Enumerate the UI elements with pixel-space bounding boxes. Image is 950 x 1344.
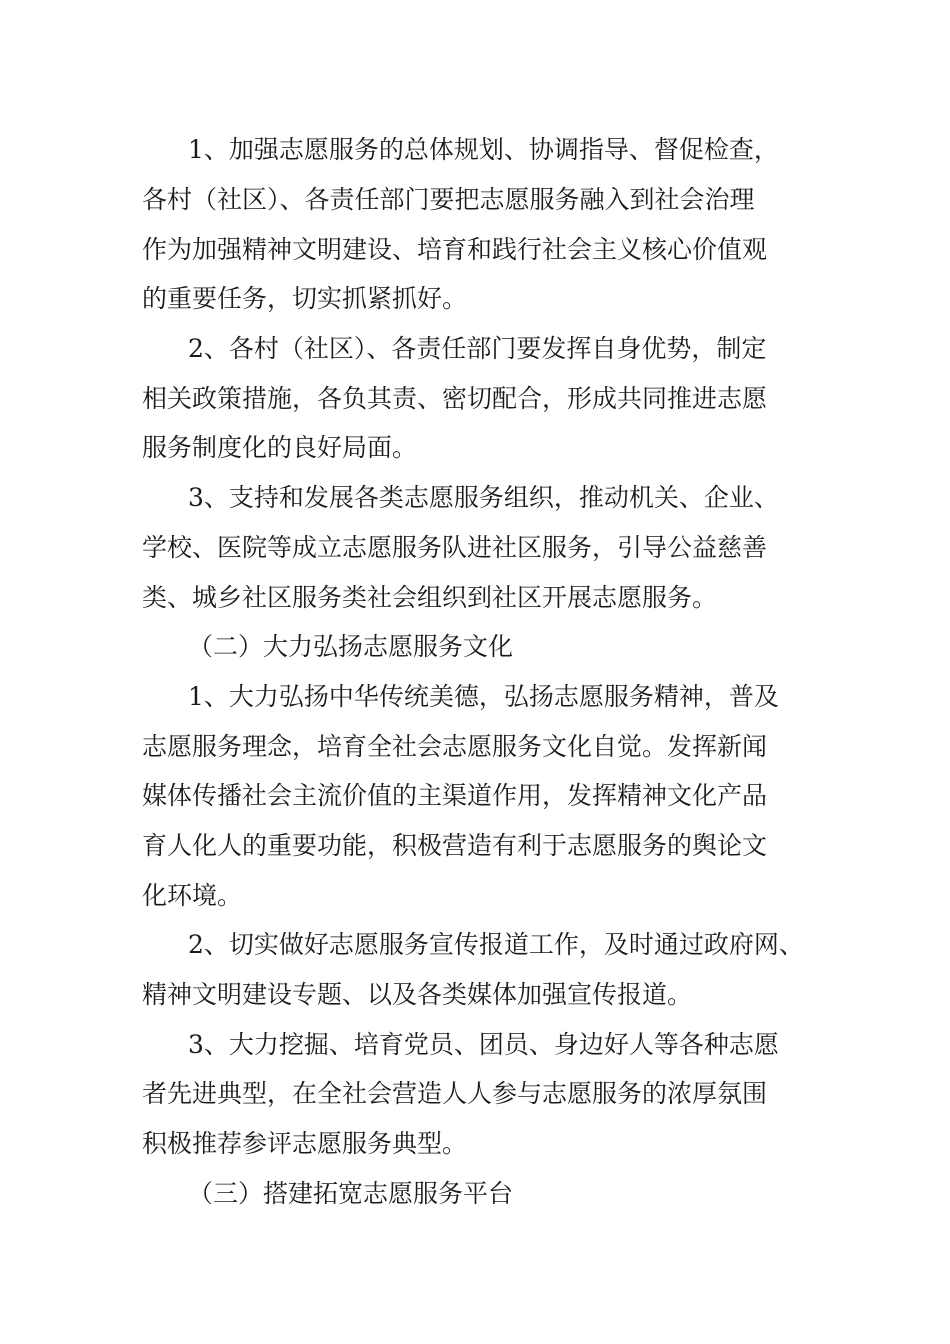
paragraph-line: 3、大力挖掘、培育党员、团员、身边好人等各种志愿	[188, 1030, 779, 1059]
paragraph-line: 2、切实做好志愿服务宣传报道工作，及时通过政府网、	[188, 930, 804, 959]
section-heading: （三）搭建拓宽志愿服务平台	[188, 1179, 514, 1208]
paragraph-line: 各村（社区）、各责任部门要把志愿服务融入到社会治理	[142, 185, 755, 214]
paragraph-line: 积极推荐参评志愿服务典型。	[142, 1129, 468, 1158]
paragraph-line: 者先进典型，在全社会营造人人参与志愿服务的浓厚氛围	[142, 1079, 768, 1108]
paragraph-line: 的重要任务，切实抓紧抓好。	[142, 284, 468, 313]
paragraph-line: 类、城乡社区服务类社会组织到社区开展志愿服务。	[142, 583, 718, 612]
paragraph-line: 精神文明建设专题、以及各类媒体加强宣传报道。	[142, 980, 693, 1009]
section-heading: （二）大力弘扬志愿服务文化	[188, 632, 514, 661]
paragraph-line: 育人化人的重要功能，积极营造有利于志愿服务的舆论文	[142, 831, 768, 860]
paragraph-line: 学校、医院等成立志愿服务队进社区服务，引导公益慈善	[142, 533, 768, 562]
paragraph-line: 化环境。	[142, 881, 243, 910]
paragraph-line: 服务制度化的良好局面。	[142, 433, 418, 462]
paragraph-line: 志愿服务理念，培育全社会志愿服务文化自觉。发挥新闻	[142, 732, 768, 761]
paragraph-line: 1、大力弘扬中华传统美德，弘扬志愿服务精神，普及	[188, 682, 779, 711]
paragraph-line: 作为加强精神文明建设、培育和践行社会主义核心价值观	[142, 235, 768, 264]
paragraph-line: 媒体传播社会主流价值的主渠道作用，发挥精神文化产品	[142, 781, 768, 810]
paragraph-line: 2、各村（社区）、各责任部门要发挥自身优势，制定	[188, 334, 767, 363]
paragraph-line: 3、支持和发展各类志愿服务组织，推动机关、企业、	[188, 483, 779, 512]
paragraph-line: 1、加强志愿服务的总体规划、协调指导、督促检查，	[188, 135, 779, 164]
paragraph-line: 相关政策措施，各负其责、密切配合，形成共同推进志愿	[142, 384, 768, 413]
